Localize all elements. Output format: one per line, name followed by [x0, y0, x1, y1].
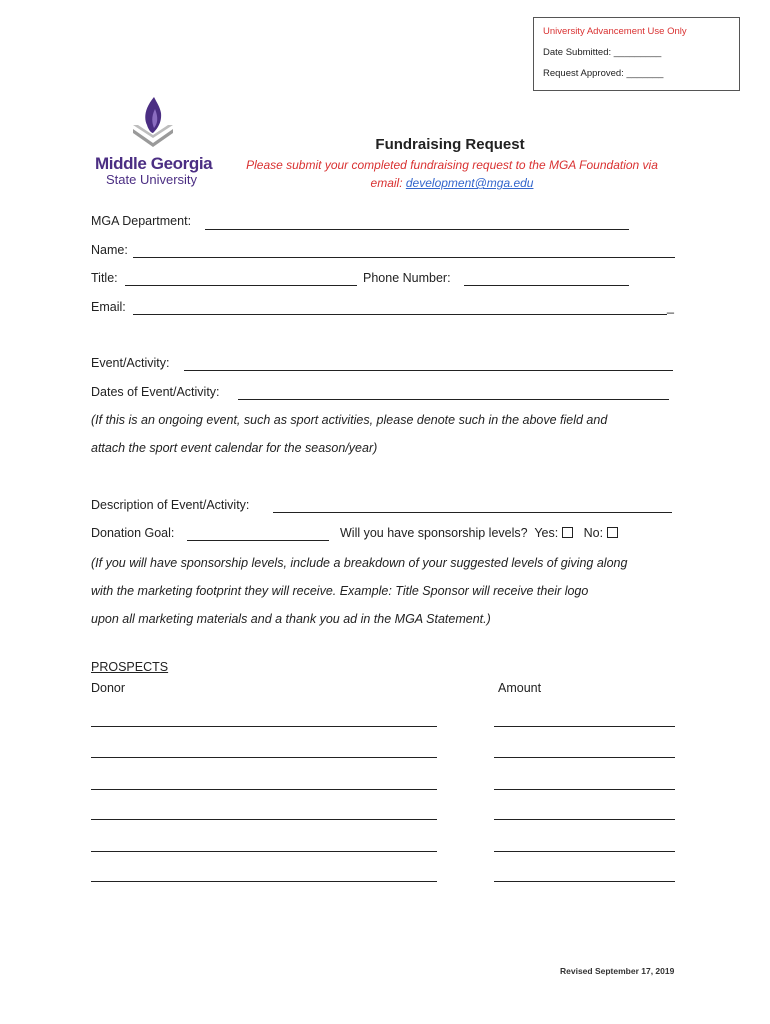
title-input-line[interactable] [125, 285, 357, 286]
department-input-line[interactable] [205, 229, 629, 230]
prospects-heading: PROSPECTS [91, 660, 169, 674]
sponsorship-question [340, 526, 618, 540]
dates-input-line[interactable] [238, 399, 669, 400]
logo-wordmark-line2: State University [106, 172, 198, 187]
development-email-link[interactable]: development@mga.edu [405, 176, 534, 190]
email-input-line[interactable] [133, 314, 667, 315]
page-title: Fundraising Request [375, 136, 525, 153]
no-checkbox[interactable] [607, 527, 618, 538]
amount-input-line[interactable] [494, 819, 675, 820]
yes-checkbox[interactable] [562, 527, 573, 538]
title-label: Title: [91, 271, 118, 285]
description-input-line[interactable] [273, 512, 672, 513]
ongoing-event-note-1: (If this is an ongoing event, such as sport activities, please denote such in the above field and [91, 413, 608, 427]
email-label: Email: [91, 300, 126, 314]
amount-input-line[interactable] [494, 881, 675, 882]
amount-input-line[interactable] [494, 851, 675, 852]
donation-goal-label: Donation Goal: [91, 526, 175, 540]
description-label: Description of Event/Activity: [91, 498, 250, 512]
name-label: Name: [91, 243, 128, 257]
donation-goal-input-line[interactable] [187, 540, 329, 541]
request-approved-field[interactable]: Request Approved: _______ [543, 68, 664, 79]
donor-input-line[interactable] [91, 726, 437, 727]
logo-wordmark-line1: Middle Georgia [95, 154, 213, 173]
ongoing-event-note-2: attach the sport event calendar for the season/year) [91, 441, 378, 455]
amount-input-line[interactable] [494, 757, 675, 758]
amount-input-line[interactable] [494, 789, 675, 790]
instruction-text: Please submit your completed fundraising request to the MGA Foundation via [246, 158, 658, 172]
admin-use-box [533, 17, 740, 91]
sponsorship-note-1: (If you will have sponsorship levels, include a breakdown of your suggested levels of giving along [91, 556, 628, 570]
event-input-line[interactable] [184, 370, 673, 371]
sponsorship-note-3: upon all marketing materials and a thank you ad in the MGA Statement.) [91, 612, 491, 626]
admin-use-heading: University Advancement Use Only [543, 26, 687, 37]
revision-date: Revised September 17, 2019 [560, 966, 675, 976]
donor-input-line[interactable] [91, 851, 437, 852]
donor-input-line[interactable] [91, 881, 437, 882]
date-submitted-field[interactable]: Date Submitted: _________ [543, 47, 662, 58]
amount-input-line[interactable] [494, 726, 675, 727]
donor-column-header: Donor [91, 681, 126, 695]
donor-input-line[interactable] [91, 819, 437, 820]
department-label: MGA Department: [91, 214, 192, 228]
donor-input-line[interactable] [91, 789, 437, 790]
yes-label: Yes: [534, 526, 559, 540]
phone-input-line[interactable] [464, 285, 629, 286]
sponsorship-question-text: Will you have sponsorship levels? [340, 526, 528, 540]
amount-column-header: Amount [498, 681, 542, 695]
email-prefix: email: [370, 176, 406, 190]
donor-input-line[interactable] [91, 757, 437, 758]
submission-instructions [232, 156, 672, 192]
event-label: Event/Activity: [91, 356, 170, 370]
phone-label: Phone Number: [363, 271, 451, 285]
dates-label: Dates of Event/Activity: [91, 385, 220, 399]
name-input-line[interactable] [133, 257, 675, 258]
sponsorship-note-2: with the marketing footprint they will receive. Example: Title Sponsor will receive their logo [91, 584, 589, 598]
no-label: No: [583, 526, 604, 540]
email-line-tail: _ [667, 300, 674, 314]
